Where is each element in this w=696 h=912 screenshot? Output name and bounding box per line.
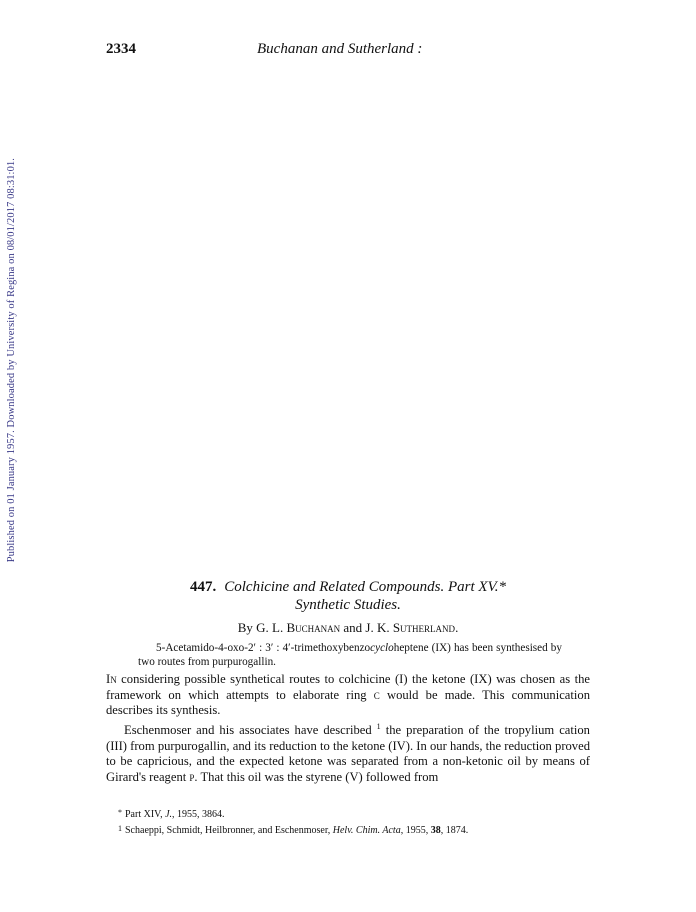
abstract-text-end: heptene (IX) has been synthesised by two routes from purpurogallin. (138, 642, 562, 668)
authors-suffix: . (455, 620, 459, 635)
paragraph-lead-word: In (106, 672, 117, 686)
abstract-text-start: 5-Acetamido-4-oxo-2′ : 3′ : 4′-trimethoxybenzo (156, 642, 371, 654)
reagent-label: p (189, 769, 195, 784)
footnote-1-text: Part XIV, (125, 809, 166, 820)
paragraph-2-text-b: the preparation of the tropylium cation (III) from purpurogallin, and its reduction to the ketone (IV). In our hands, the reduction proved to be capricious, and the expected ketone was separated from a non-ketonic oil by means of Girard's reagent (106, 722, 590, 784)
footnote-1-citation: , 1955, 3864. (172, 809, 225, 820)
reference-superscript: 1 (376, 721, 381, 731)
footnote-1 (118, 806, 588, 822)
footnote-2-volume: 38 (430, 825, 441, 836)
abstract (138, 641, 562, 669)
footnote-2-pages: , 1874. (440, 825, 469, 836)
paragraph-1-text-a: considering possible synthetical routes to colchicine (I) the ketone (IX) was chosen as the framework on which attempts to elaborate ring (106, 672, 590, 702)
footnote-2-journal: Helv. Chim. Acta (332, 825, 401, 836)
footnote-2-year: , 1955, (400, 825, 431, 836)
footnote-2-mark: 1 (118, 824, 122, 833)
author2-surname: Sutherland (392, 620, 456, 635)
author1-surname: Buchanan (286, 620, 341, 635)
article-subtitle: Synthetic Studies. (295, 597, 401, 613)
running-head: Buchanan and Sutherland : (257, 41, 423, 57)
footnote-2-authors: Schaeppi, Schmidt, Heilbronner, and Eschenmoser, (125, 825, 333, 836)
authors-prefix: By G. L. (237, 620, 287, 635)
abstract-italic-prefix: cyclo (370, 642, 394, 654)
author-line (106, 620, 590, 636)
paragraph-2-text-a: Eschenmoser and his associates have described (124, 722, 377, 737)
footnotes (118, 806, 588, 838)
article-number: 447. (189, 579, 217, 595)
paragraph-2-text-c: . That this oil was the styrene (V) followed from (194, 769, 439, 784)
ring-label: c (373, 687, 380, 702)
body-paragraph-1 (106, 672, 590, 719)
article-title-line (106, 578, 590, 596)
footnote-1-mark: * (118, 808, 122, 817)
article-title: Colchicine and Related Compounds. Part XV.* (224, 579, 507, 595)
article-title-block (106, 578, 590, 614)
authors-mid: and J. K. (340, 620, 393, 635)
body-text (106, 672, 590, 785)
footnote-1-journal: J. (165, 809, 173, 820)
page-number: 2334 (106, 41, 136, 57)
publication-notice: Published on 01 January 1957. Downloaded by University of Regina on 08/01/2017 08:31:01. (6, 158, 17, 563)
paragraph-1-text-b: would be made. This communication describes its synthesis. (106, 687, 590, 718)
footnote-2 (118, 822, 588, 838)
body-paragraph-2 (106, 719, 590, 786)
